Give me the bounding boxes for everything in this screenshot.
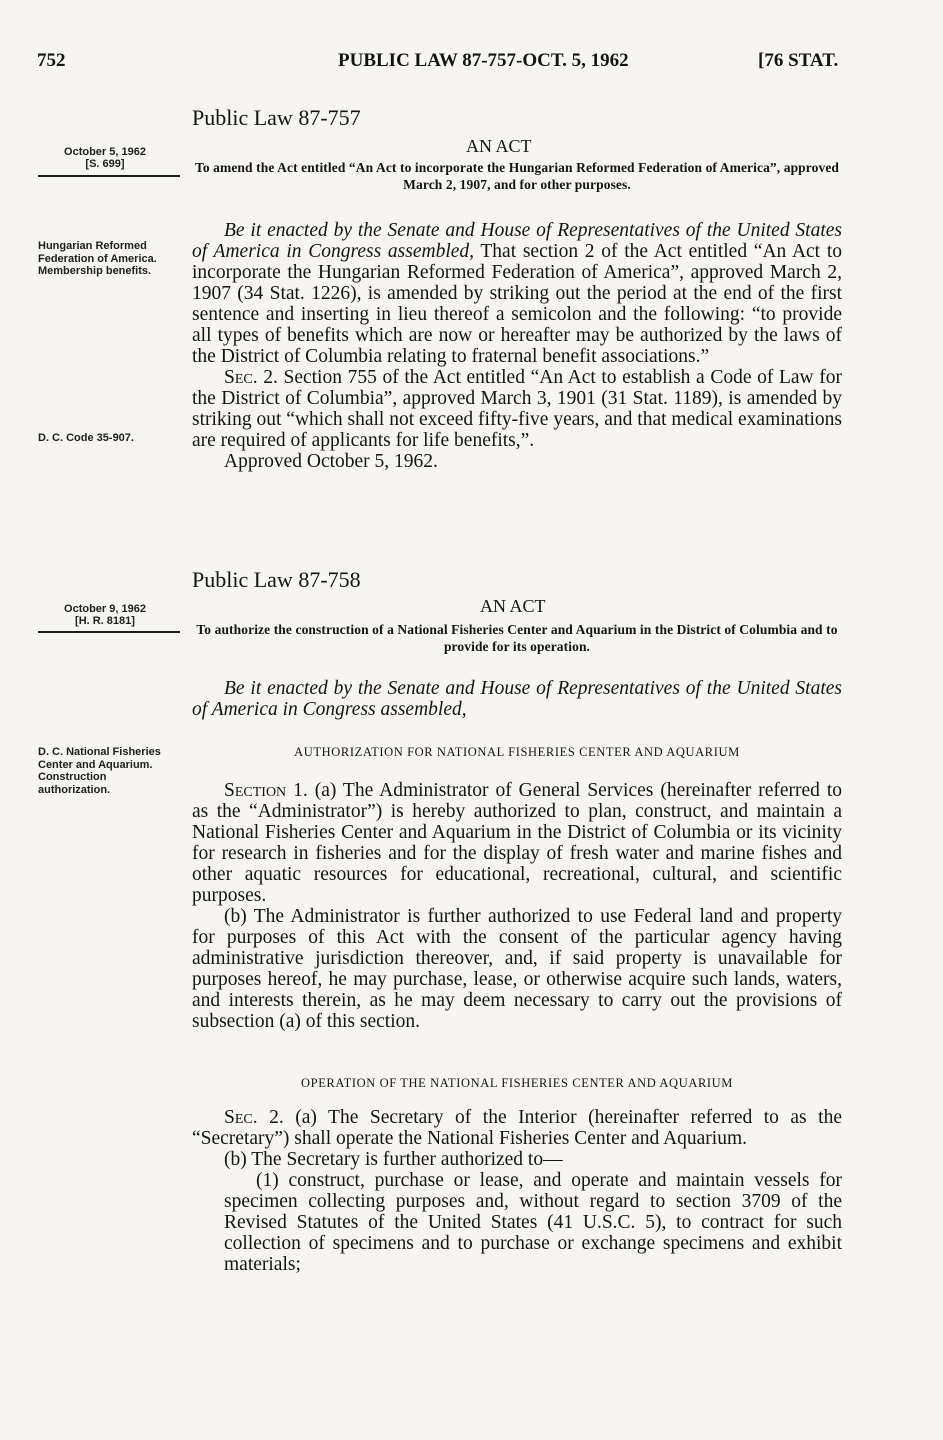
law1-section-2-label: Sec. 2. — [224, 367, 278, 388]
law2-section-2b-text: (b) The Secretary is further authorized to— — [224, 1149, 563, 1170]
law1-approved: Approved October 5, 1962. — [224, 451, 438, 472]
law2-section-1 — [192, 780, 842, 1032]
law2-an-act: AN ACT — [480, 596, 546, 616]
law2-section-1b-text: (b) The Administrator is further authorized to use Federal land and property for purposes of this Act with the consent of the particular agency having administrative jurisdiction thereover, and, if said property is unavailable for purposes hereof, he may purchase, lease, or otherwise acquire such lands, waters, and interests therein, as he may deem necessary to carry out the provisions of subsection (a) of this section. — [192, 906, 842, 1032]
law1-enacting-clause: Be it enacted by the Senate and House of Representatives of the United States of America in Congress assembled, — [192, 220, 842, 262]
law2-section-2b1-text: (1) construct, purchase or lease, and operate and maintain vessels for specimen collecting purposes and, without regard to section 3709 of the Revised Statutes of the United States (41 U.S.C. 5), to contract for such collection of specimens and to purchase or exchange specimens and exhibit materials; — [224, 1170, 842, 1275]
law1-bill-number: [S. 699] — [85, 158, 125, 170]
law2-enacting-clause: Be it enacted by the Senate and House of Representatives of the United States of America in Congress assembled, — [192, 678, 842, 720]
law2-section-1a-text: (a) The Administrator of General Services (hereinafter referred to as the “Administrator”) is hereby authorized to plan, construct, and maintain a National Fisheries Center and Aquarium in the District of Columbia or its vicinity for research in fisheries and for the display of fresh water and marine fishes and other aquatic resources for educational, recreational, cultural, and scientific purposes. — [192, 780, 843, 906]
law2-date: October 9, 1962 — [64, 603, 146, 615]
law2-section-1-label: Section 1. — [224, 780, 308, 801]
law2-purpose: To authorize the construction of a National Fisheries Center and Aquarium in the District of Columbia and to provide for its operation. — [196, 622, 838, 654]
law2-heading-authorization: AUTHORIZATION FOR NATIONAL FISHERIES CENTER AND AQUARIUM — [294, 745, 740, 759]
law1-body — [192, 220, 842, 472]
law1-section-2-text: Section 755 of the Act entitled “An Act to establish a Code of Law for the District of Columbia”, approved March 3, 1901 (31 Stat. 1189), is amended by striking out “which shall not exceed fifty-five years, and that medical examinations are required of applicants for life benefits,”. — [192, 367, 842, 451]
law1-an-act: AN ACT — [466, 136, 532, 156]
running-head: PUBLIC LAW 87-757-OCT. 5, 1962 — [338, 50, 629, 71]
law2-bill-number: [H. R. 8181] — [75, 615, 135, 627]
law1-margin-note-hungarian: Hungarian Reformed Federation of America. Membership benefits. — [38, 240, 157, 277]
law1-margin-rule — [38, 175, 180, 177]
law1-date: October 5, 1962 — [64, 146, 146, 158]
law2-heading-operation: OPERATION OF THE NATIONAL FISHERIES CENTER AND AQUARIUM — [301, 1076, 733, 1090]
law2-margin-rule — [38, 631, 180, 633]
law2-margin-note: D. C. National Fisheries Center and Aquarium. Construction authorization. — [38, 746, 161, 796]
law2-section-2 — [192, 1107, 842, 1275]
law2-enacting-clause-block — [192, 678, 842, 720]
law1-margin-note-dc-code: D. C. Code 35-907. — [38, 432, 134, 444]
law-title-87-758: Public Law 87-758 — [192, 567, 361, 592]
law1-section-1-text: That section 2 of the Act entitled “An Act to incorporate the Hungarian Reformed Federation of America”, approved March 2, 1907 (34 Stat. 1226), is amended by striking out the period at the end of the first sentence and inserting in lieu thereof a semicolon and the following: “to provide all types of benefits which are now or hereafter may be authorized by the laws of the District of Columbia relating to fraternal benefit associations.” — [192, 241, 842, 367]
law-title-87-757: Public Law 87-757 — [192, 105, 361, 130]
page-number: 752 — [37, 50, 66, 71]
law2-section-2a-text: (a) The Secretary of the Interior (hereinafter referred to as the “Secretary”) shall operate the National Fisheries Center and Aquarium. — [192, 1107, 842, 1149]
law1-purpose: To amend the Act entitled “An Act to incorporate the Hungarian Reformed Federation of America”, approved March 2, 1907, and for other purposes. — [194, 160, 840, 192]
volume-reference: [76 STAT. — [758, 50, 839, 71]
law2-section-2-label: Sec. 2. — [224, 1107, 284, 1128]
